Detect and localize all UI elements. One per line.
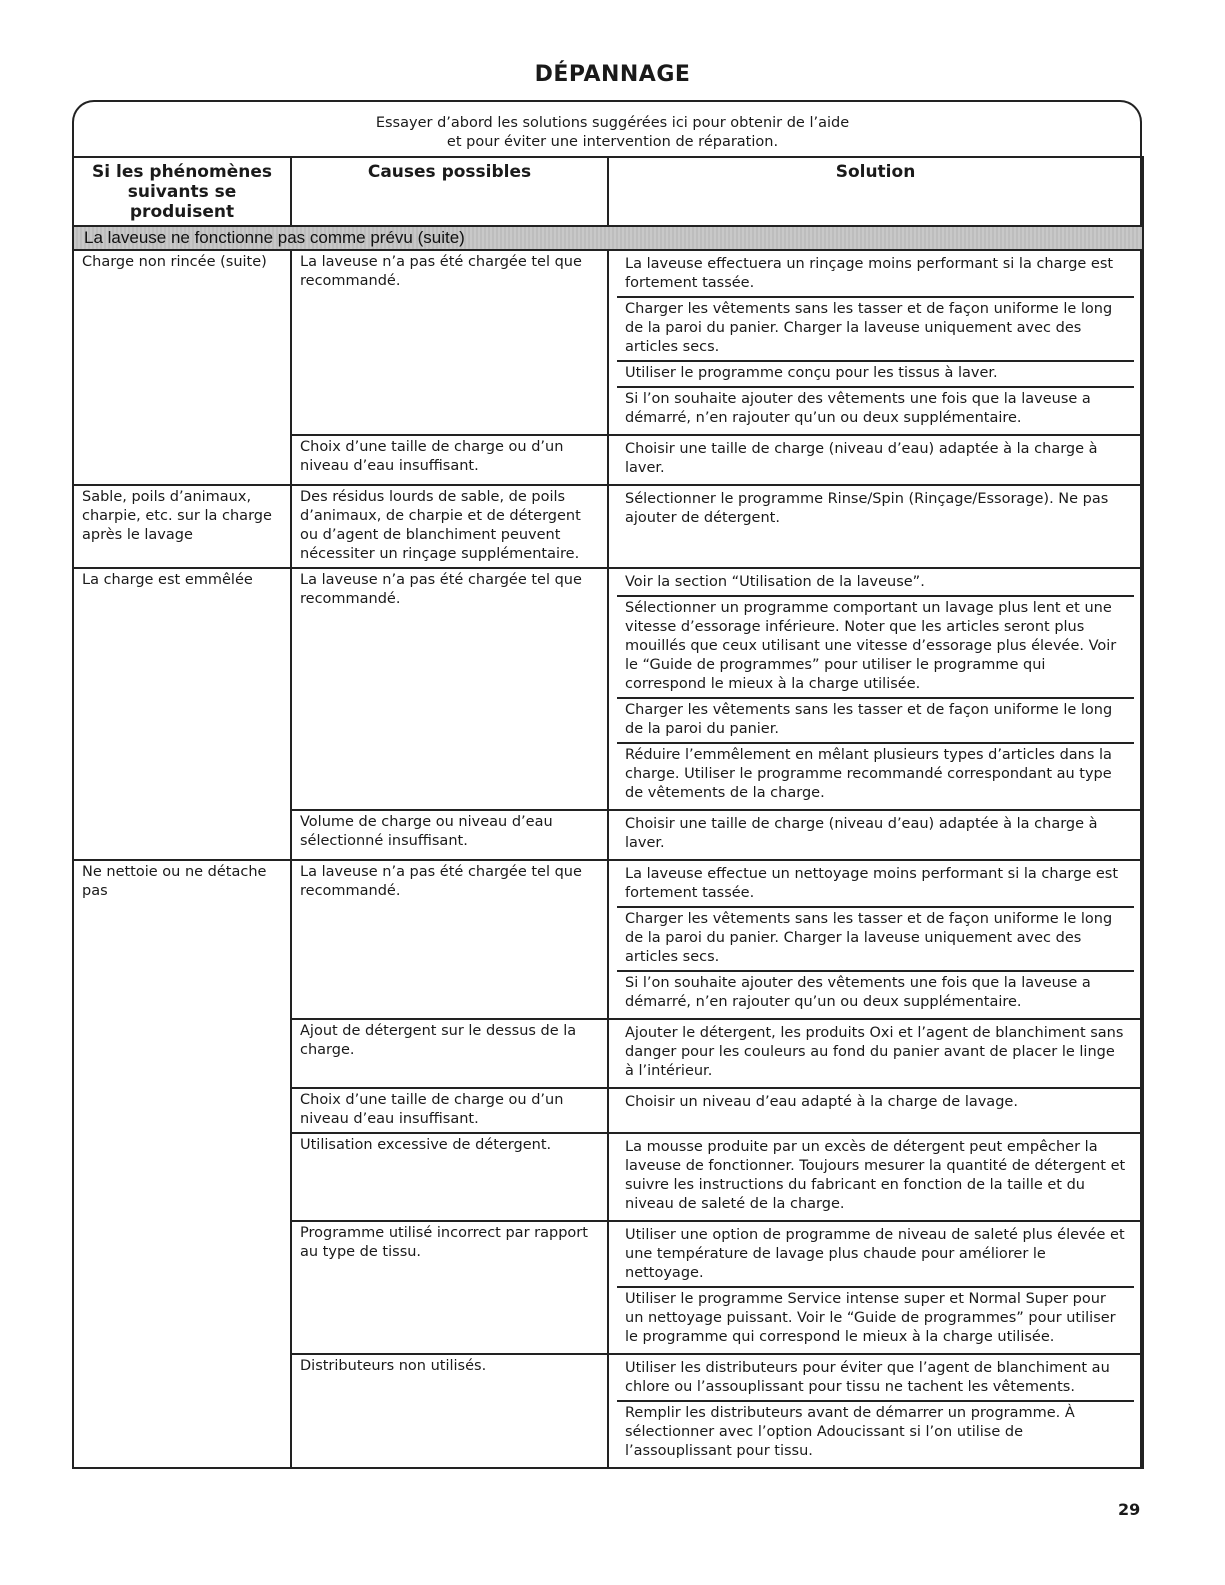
- header-symptom: Si les phénomènes suivants se produisent: [73, 157, 291, 226]
- cause-cell: La laveuse n’a pas été chargée tel que recommandé.: [291, 250, 608, 435]
- solution-cell: [608, 485, 1143, 568]
- solution-item: Charger les vêtements sans les tasser et de façon uniforme le long de la paroi du panier.: [617, 699, 1134, 744]
- solution-cell: [608, 1133, 1143, 1221]
- solution-cell: [608, 810, 1143, 860]
- symptom-cell: Ne nettoie ou ne détache pas: [73, 860, 291, 1468]
- header-row: [73, 157, 1143, 226]
- solution-item: Si l’on souhaite ajouter des vêtements une fois que la laveuse a démarré, n’en rajouter qu’un ou deux supplémentaire.: [625, 391, 1091, 426]
- cause-cell: Distributeurs non utilisés.: [291, 1354, 608, 1468]
- solution-item: Sélectionner le programme Rinse/Spin (Rinçage/Essorage). Ne pas ajouter de détergent.: [625, 491, 1109, 526]
- solution-item: Utiliser le programme Service intense super et Normal Super pour un nettoyage puissant. Voir le “Guide de programmes” pour utiliser le programme qui correspond le mieux à la charge utilisée.: [625, 1291, 1116, 1345]
- solution-item: Utiliser une option de programme de niveau de saleté plus élevée et une température de lavage plus chaude pour améliorer le nettoyage.: [617, 1224, 1134, 1288]
- solution-item: Réduire l’emmêlement en mêlant plusieurs types d’articles dans la charge. Utiliser le programme recommandé correspondant au type de vêtements de la charge.: [625, 747, 1112, 801]
- solution-item: Charger les vêtements sans les tasser et de façon uniforme le long de la paroi du panier. Charger la laveuse uniquement avec des articles secs.: [617, 298, 1134, 362]
- header-solution: Solution: [608, 157, 1143, 226]
- troubleshooting-table: [72, 156, 1144, 1469]
- solution-cell: [608, 250, 1143, 435]
- solution-item: Voir la section “Utilisation de la laveuse”.: [617, 571, 1134, 597]
- solution-item: Sélectionner un programme comportant un lavage plus lent et une vitesse d’essorage inférieure. Noter que les articles seront plus mouillés que ceux utilisant une vitesse d’essorage plus élevée. Voir le “Guide de programmes” pour utiliser le programme qui correspond le mieux à la charge utilisée.: [617, 597, 1134, 699]
- table-row: [73, 568, 1143, 810]
- solution-item: La mousse produite par un excès de détergent peut empêcher la laveuse de fonctionner. Toujours mesurer la quantité de détergent et suivre les instructions du fabricant en fonction de la taille et du niveau de saleté de la charge.: [625, 1139, 1126, 1212]
- symptom-cell: Sable, poils d’animaux, charpie, etc. sur la charge après le lavage: [73, 485, 291, 568]
- cause-cell: Choix d’une taille de charge ou d’un niveau d’eau insuffisant.: [291, 435, 608, 485]
- table-row: [73, 250, 1143, 435]
- solution-item: Remplir les distributeurs avant de démarrer un programme. À sélectionner avec l’option Adoucissant si l’on utilise de l’assouplissant pour tissu.: [625, 1405, 1075, 1459]
- cause-cell: Des résidus lourds de sable, de poils d’animaux, de charpie et de détergent ou d’agent de blanchiment peuvent nécessiter un rinçage supplémentaire.: [291, 485, 608, 568]
- table-row: [73, 860, 1143, 1019]
- solution-item: Choisir un niveau d’eau adapté à la charge de lavage.: [625, 1094, 1018, 1110]
- solution-item: Utiliser les distributeurs pour éviter que l’agent de blanchiment au chlore ou l’assouplissant pour tissu ne tachent les vêtements.: [617, 1357, 1134, 1402]
- cause-cell: La laveuse n’a pas été chargée tel que recommandé.: [291, 568, 608, 810]
- solution-item: Ajouter le détergent, les produits Oxi et l’agent de blanchiment sans danger pour les couleurs au fond du panier avant de placer le linge à l’intérieur.: [625, 1025, 1124, 1079]
- symptom-cell: Charge non rincée (suite): [73, 250, 291, 485]
- solution-cell: [608, 1019, 1143, 1088]
- solution-item: Choisir une taille de charge (niveau d’eau) adaptée à la charge à laver.: [625, 441, 1098, 476]
- cause-cell: Volume de charge ou niveau d’eau sélectionné insuffisant.: [291, 810, 608, 860]
- solution-item: La laveuse effectuera un rinçage moins performant si la charge est fortement tassée.: [617, 253, 1134, 298]
- section-banner-row: [73, 226, 1143, 250]
- cause-cell: Programme utilisé incorrect par rapport au type de tissu.: [291, 1221, 608, 1354]
- section-banner: La laveuse ne fonctionne pas comme prévu (suite): [73, 226, 1143, 250]
- page-title: DÉPANNAGE: [534, 62, 691, 87]
- symptom-cell: La charge est emmêlée: [73, 568, 291, 860]
- cause-cell: Choix d’une taille de charge ou d’un niveau d’eau insuffisant.: [291, 1088, 608, 1133]
- solution-cell: [608, 568, 1143, 810]
- page-number: 29: [1118, 1500, 1141, 1519]
- solution-item: Charger les vêtements sans les tasser et de façon uniforme le long de la paroi du panier. Charger la laveuse uniquement avec des articles secs.: [617, 908, 1134, 972]
- table-body: [73, 226, 1143, 1468]
- solution-cell: [608, 435, 1143, 485]
- header-cause: Causes possibles: [291, 157, 608, 226]
- solution-cell: [608, 1221, 1143, 1354]
- intro-line-2: et pour éviter une intervention de réparation.: [446, 134, 779, 150]
- solution-cell: [608, 1088, 1143, 1133]
- solution-item: La laveuse effectue un nettoyage moins performant si la charge est fortement tassée.: [617, 863, 1134, 908]
- solution-cell: [608, 1354, 1143, 1468]
- cause-cell: La laveuse n’a pas été chargée tel que recommandé.: [291, 860, 608, 1019]
- solution-item: Utiliser le programme conçu pour les tissus à laver.: [617, 362, 1134, 388]
- solution-item: Choisir une taille de charge (niveau d’eau) adaptée à la charge à laver.: [625, 816, 1098, 851]
- table-row: [73, 485, 1143, 568]
- intro-line-1: Essayer d’abord les solutions suggérées ici pour obtenir de l’aide: [375, 115, 850, 131]
- solution-item: Si l’on souhaite ajouter des vêtements une fois que la laveuse a démarré, n’en rajouter qu’un ou deux supplémentaire.: [625, 975, 1091, 1010]
- cause-cell: Ajout de détergent sur le dessus de la charge.: [291, 1019, 608, 1088]
- solution-cell: [608, 860, 1143, 1019]
- intro-text: [0, 114, 1225, 152]
- cause-cell: Utilisation excessive de détergent.: [291, 1133, 608, 1221]
